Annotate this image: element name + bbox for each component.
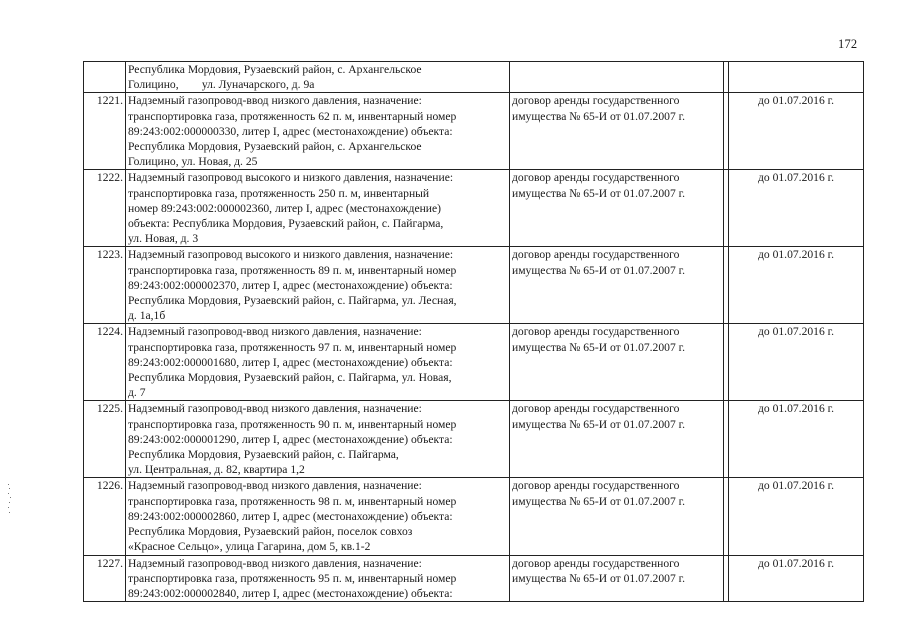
- lease-term: до 01.07.2016 г.: [757, 248, 834, 262]
- description-line: Надземный газопровод высокого и низкого давления, назначение:: [128, 248, 454, 262]
- description-line: транспортировка газа, протяженность 98 п. м, инвентарный номер: [128, 494, 457, 508]
- lease-basis-cell: [510, 401, 724, 478]
- lease-term-cell: [729, 247, 864, 324]
- description-line: транспортировка газа, протяженность 89 п. м, инвентарный номер: [128, 263, 457, 277]
- lease-basis-cell: [510, 170, 724, 247]
- description-line: ул. Новая, д. 3: [128, 232, 199, 246]
- description-line: номер 89:243:002:000002360, литер I, адрес (местонахождение): [128, 201, 442, 215]
- row-number-cell: [84, 555, 126, 602]
- description-line: транспортировка газа, протяженность 95 п. м, инвентарный номер: [128, 571, 457, 585]
- lease-term: до 01.07.2016 г.: [757, 556, 834, 570]
- lease-term: до 01.07.2016 г.: [757, 479, 834, 493]
- row-number: 1226.: [96, 479, 123, 493]
- lease-basis-cell: [510, 62, 724, 93]
- lease-basis-line: договор аренды государственного: [512, 248, 680, 262]
- description-line: Республика Мордовия, Рузаевский район, с. Пайгарма,: [128, 448, 399, 462]
- description-line: Надземный газопровод-ввод низкого давления, назначение:: [128, 402, 422, 416]
- description-line: Голицино, ул. Луначарского, д. 9а: [128, 78, 315, 92]
- lease-term-cell: [729, 93, 864, 170]
- lease-basis-line: договор аренды государственного: [512, 171, 680, 185]
- row-number-cell: [84, 170, 126, 247]
- lease-basis-cell: [510, 324, 724, 401]
- table-row: [84, 247, 864, 324]
- description-line: Республика Мордовия, Рузаевский район, с. Пайгарма, ул. Лесная,: [128, 294, 457, 308]
- page-number: 172: [838, 37, 858, 51]
- description-line: Республика Мордовия, Рузаевский район, с. Пайгарма, ул. Новая,: [128, 371, 452, 385]
- row-number: 1221.: [96, 94, 123, 108]
- description-line: ул. Центральная, д. 82, квартира 1,2: [128, 463, 305, 477]
- lease-basis-line: договор аренды государственного: [512, 94, 680, 108]
- lease-basis-line: договор аренды государственного: [512, 479, 680, 493]
- row-number-cell: [84, 62, 126, 93]
- lease-basis-line: имущества № 65-И от 01.07.2007 г.: [512, 340, 685, 354]
- description-line: 89:243:002:000000330, литер I, адрес (местонахождение) объекта:: [128, 124, 453, 138]
- description-line: Республика Мордовия, Рузаевский район, с. Архангельское: [128, 140, 422, 154]
- description-line: Республика Мордовия, Рузаевский район, поселок совхоз: [128, 525, 413, 539]
- description-line: «Красное Сельцо», улица Гагарина, дом 5, кв.1-2: [128, 540, 371, 554]
- description-line: Надземный газопровод-ввод низкого давления, назначение:: [128, 325, 422, 339]
- description-line: д. 7: [128, 386, 146, 400]
- row-number: 1223.: [96, 248, 123, 262]
- description-line: Надземный газопровод-ввод низкого давления, назначение:: [128, 94, 422, 108]
- object-description-cell: [126, 478, 510, 555]
- lease-basis-line: договор аренды государственного: [512, 402, 680, 416]
- description-line: 89:243:002:000002860, литер I, адрес (местонахождение) объекта:: [128, 509, 453, 523]
- row-number-cell: [84, 478, 126, 555]
- description-line: транспортировка газа, протяженность 62 п. м, инвентарный номер: [128, 109, 457, 123]
- description-line: Голицино, ул. Новая, д. 25: [128, 155, 258, 169]
- table-row: [84, 93, 864, 170]
- object-description-cell: [126, 555, 510, 602]
- row-number: 1222.: [96, 171, 123, 185]
- description-line: транспортировка газа, протяженность 97 п. м, инвентарный номер: [128, 340, 457, 354]
- description-line: 89:243:002:000002370, литер I, адрес (местонахождение) объекта:: [128, 278, 453, 292]
- description-line: Надземный газопровод высокого и низкого давления, назначение:: [128, 171, 454, 185]
- lease-basis-line: имущества № 65-И от 01.07.2007 г.: [512, 571, 685, 585]
- table-row: [84, 401, 864, 478]
- description-line: Надземный газопровод-ввод низкого давления, назначение:: [128, 479, 422, 493]
- object-description-cell: [126, 93, 510, 170]
- row-number-cell: [84, 324, 126, 401]
- lease-basis-cell: [510, 555, 724, 602]
- description-line: д. 1а,1б: [128, 309, 166, 323]
- description-line: транспортировка газа, протяженность 90 п. м, инвентарный номер: [128, 417, 457, 431]
- lease-basis-line: имущества № 65-И от 01.07.2007 г.: [512, 263, 685, 277]
- row-number-cell: [84, 93, 126, 170]
- lease-term-cell: [729, 324, 864, 401]
- lease-basis-cell: [510, 478, 724, 555]
- lease-term: до 01.07.2016 г.: [757, 402, 834, 416]
- table-row: [84, 170, 864, 247]
- description-line: 89:243:002:000001680, литер I, адрес (местонахождение) объекта:: [128, 355, 453, 369]
- description-line: 89:243:002:000002840, литер I, адрес (местонахождение) объекта:: [128, 586, 453, 600]
- lease-basis-line: имущества № 65-И от 01.07.2007 г.: [512, 417, 685, 431]
- lease-basis-cell: [510, 93, 724, 170]
- row-number-cell: [84, 401, 126, 478]
- description-line: транспортировка газа, протяженность 250 п. м, инвентарный: [128, 186, 430, 200]
- object-description-cell: [126, 62, 510, 93]
- row-number: 1225.: [96, 402, 123, 416]
- property-table: [83, 61, 864, 602]
- lease-term: до 01.07.2016 г.: [757, 94, 834, 108]
- lease-term-cell: [729, 62, 864, 93]
- description-line: Республика Мордовия, Рузаевский район, с. Архангельское: [128, 63, 422, 76]
- scan-artifact-dots: [7, 484, 15, 514]
- lease-basis-line: имущества № 65-И от 01.07.2007 г.: [512, 186, 685, 200]
- row-number: 1224.: [96, 325, 123, 339]
- object-description-cell: [126, 401, 510, 478]
- lease-basis-line: имущества № 65-И от 01.07.2007 г.: [512, 109, 685, 123]
- lease-term: до 01.07.2016 г.: [757, 171, 834, 185]
- object-description-cell: [126, 170, 510, 247]
- row-number: 1227.: [96, 556, 123, 570]
- property-table-body: [84, 62, 864, 602]
- lease-basis-line: договор аренды государственного: [512, 325, 680, 339]
- table-row: [84, 324, 864, 401]
- table-row: [84, 555, 864, 602]
- lease-basis-cell: [510, 247, 724, 324]
- description-line: 89:243:002:000001290, литер I, адрес (местонахождение) объекта:: [128, 432, 453, 446]
- lease-basis-line: имущества № 65-И от 01.07.2007 г.: [512, 494, 685, 508]
- row-number-cell: [84, 247, 126, 324]
- table-row: [84, 478, 864, 555]
- lease-term-cell: [729, 401, 864, 478]
- lease-basis-line: договор аренды государственного: [512, 556, 680, 570]
- lease-term-cell: [729, 555, 864, 602]
- table-row-continuation: [84, 62, 864, 93]
- description-line: Надземный газопровод-ввод низкого давления, назначение:: [128, 556, 422, 570]
- lease-term-cell: [729, 170, 864, 247]
- lease-term: до 01.07.2016 г.: [757, 325, 834, 339]
- object-description-cell: [126, 247, 510, 324]
- object-description-cell: [126, 324, 510, 401]
- description-line: объекта: Республика Мордовия, Рузаевский район, с. Пайгарма,: [128, 217, 444, 231]
- lease-term-cell: [729, 478, 864, 555]
